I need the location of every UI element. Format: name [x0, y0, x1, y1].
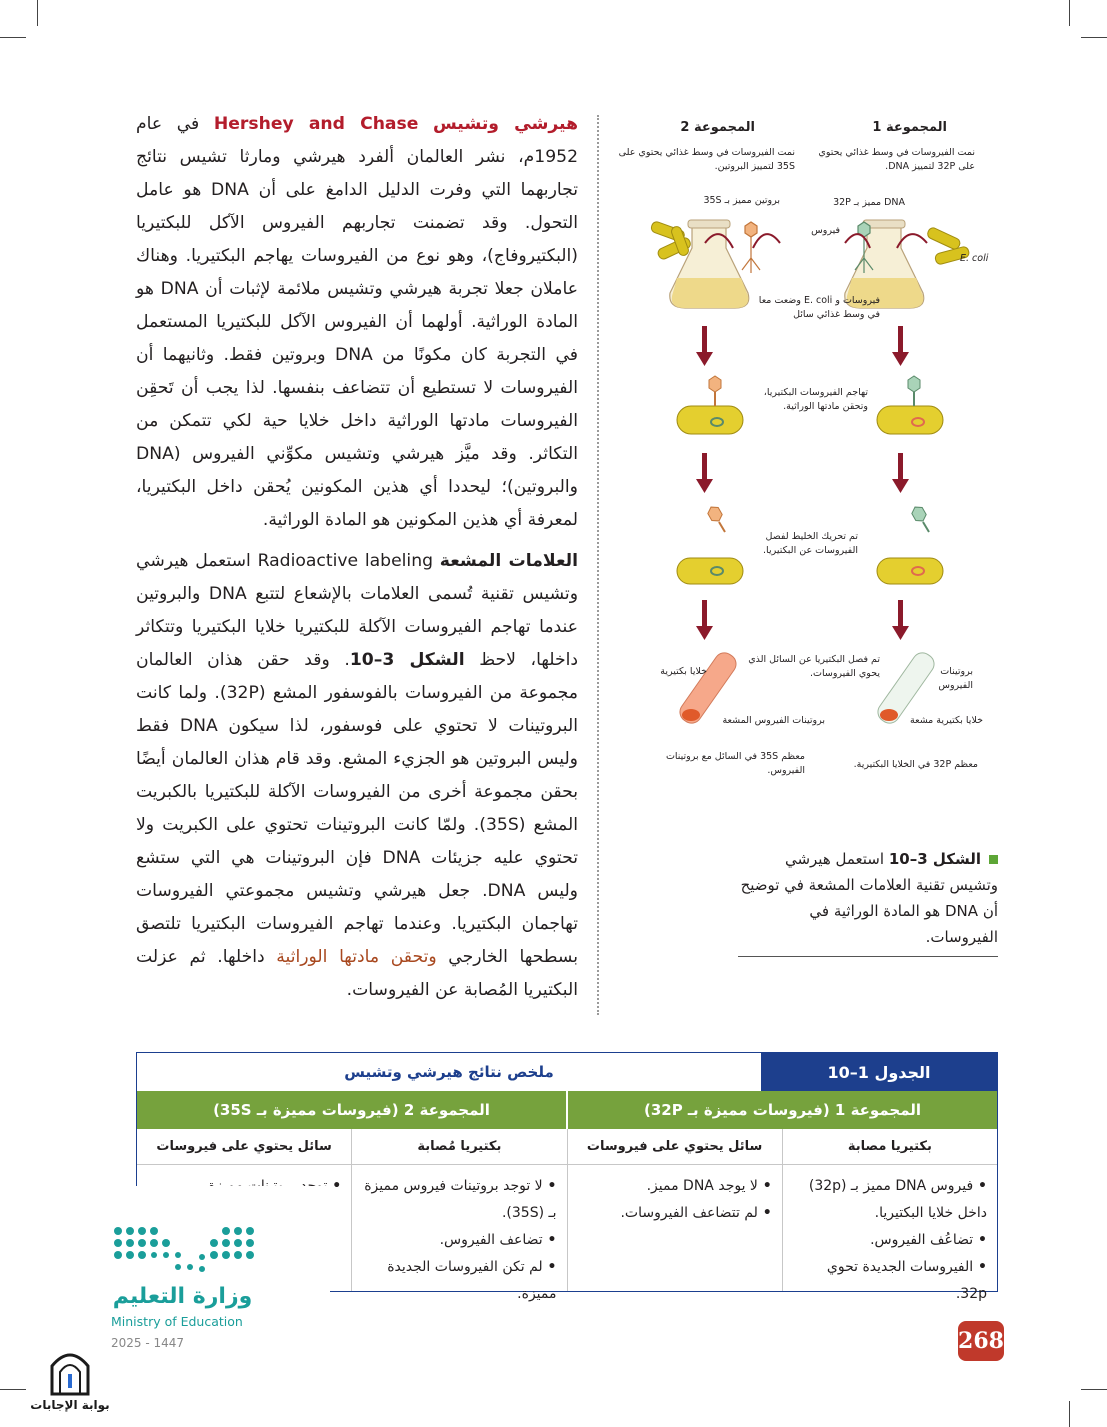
caption-figure-number: الشكل 3–10 [888, 850, 981, 868]
table-title-row [137, 1053, 997, 1091]
g1-infected-cell [782, 1165, 997, 1302]
g2-infected-cell [351, 1165, 566, 1302]
subheader: سائل يحتوي على فيروسات [567, 1129, 782, 1164]
crop-mark [1081, 37, 1107, 38]
bacterium-group2-icon [677, 558, 743, 584]
protein-label: بروتين مميز بـ 35S [703, 195, 780, 206]
infected-bacterium-group2-icon [677, 376, 743, 434]
caption-bullet-icon [989, 855, 998, 864]
section-title-tail: في عام 1952م، [136, 114, 579, 167]
infected-bacterium-group1-icon [877, 376, 943, 434]
list-item: • تضاعُف الفيروس. [793, 1227, 987, 1254]
list-item: • لا توجد بروتينات فيروس مميزة بـ (35S). [362, 1173, 556, 1227]
group2-title: المجموعة 2 [680, 120, 755, 135]
caption-text: استعمل هيرشي وتشيس تقنية العلامات المشعة في توضيح أن DNA هو المادة الوراثية في الفيروسات. [740, 850, 998, 946]
figure-reference: الشكل 3–10 [349, 650, 465, 670]
dna-label: DNA مميز بـ 32P [833, 197, 905, 208]
term-title-en: Radioactive labeling [257, 551, 440, 571]
attack-label: تهاجم الفيروسات البكتيريا، وتحقن مادتها الوراثية. [763, 387, 868, 412]
table-tag: الجدول 1–10 [761, 1053, 997, 1091]
crop-mark [1081, 1389, 1107, 1390]
paragraph-text: استعمل هيرشي وتشيس تقنية تُسمى العلامات بالإشعاع لتتبع DNA والبروتين عندما تهاجم الفيروسات الآكلة للبكتيريا خلايا البكتيريا وتتكاثر داخلها، لاحظ [136, 551, 579, 670]
detached-virus-group2-icon [706, 504, 725, 532]
ministry-logo [90, 1186, 330, 1361]
paragraph-hershey-chase [136, 108, 578, 537]
subheader: سائل يحتوي على فيروسات [156, 1139, 332, 1154]
list-item: • لم تكن الفيروسات الجديدة مميزة. [362, 1254, 556, 1308]
ecoli-label: E. coli [960, 253, 989, 264]
crop-mark [1069, 0, 1070, 26]
list-item: • لا يوجد DNA مميز. [578, 1173, 772, 1200]
subheader: بكتيريا مُصابة [351, 1129, 566, 1164]
column-divider [597, 115, 599, 1015]
experiment-figure [605, 108, 1005, 798]
site-watermark [28, 1348, 112, 1418]
result-group1: معظم 32P في الخلايا البكتيرية. [853, 759, 978, 770]
group1-description: نمت الفيروسات في وسط غذائي يحتوي على 32P لتمييز DNA. [818, 147, 975, 172]
radioactive-bacteria-label: خلايا بكتيرية مشعة [910, 715, 983, 726]
crop-mark [37, 0, 38, 26]
logo-dots-icon [110, 1221, 270, 1281]
virus-label: فيروس [811, 225, 840, 236]
figure-caption [738, 846, 998, 957]
crop-mark [1069, 1401, 1070, 1427]
list-item: • الفيروسات الجديدة تحوي 32p. [793, 1254, 987, 1308]
separate-label: تم فصل البكتيريا عن السائل الذي يحوي الفيروسات. [748, 654, 880, 679]
paragraph-text: . وقد حقن هذان العالمان مجموعة من الفيروسات بالفوسفور المشع (32P). ولما كانت البروتينات لا تحتوي على فوسفور، لذا سيكون DNA فقط وليس البروتين هو الجزيء المشع. وقد قام هذان العالمان أيضًا بحقن مجموعة أخرى من الفيروسات الآكلة للبكتيريا بالكبريت المشع (35S). ولمّا كانت البروتينات تحتوي على الكبريت ولا تحتوي عليه جزيئات DNA فإن البروتينات هي التي ستشع وليس DNA. جعل هيرشي وتشيس مجموعتي الفيروسات تهاجمان البكتيريا. وعندما تهاجم الفيروسات البكتيريا تلتصق بسطحها الخارجي [136, 650, 578, 967]
paragraph-text: داخلها. ثم عزلت البكتيريا المُصابة عن الفيروسات. [136, 947, 578, 1000]
table-subheader-row [137, 1129, 997, 1165]
bacterium-group1-icon [877, 558, 943, 584]
logo-name-en: Ministry of Education [111, 1314, 243, 1329]
g1-liquid-cell [567, 1165, 782, 1291]
group1-header: المجموعة 1 (فيروسات مميزة بـ 32P) [566, 1091, 997, 1129]
logo-name-ar: وزارة التعليم [112, 1284, 253, 1309]
term-title-ar: العلامات المشعة [439, 551, 578, 571]
list-item: • لم تتضاعف الفيروسات. [578, 1200, 772, 1227]
radioactive-proteins-label: بروتينات الفيروس المشعة [722, 715, 825, 726]
blend-label: تم تحريك الخليط لفصل الفيروسات عن البكتيريا. [763, 531, 858, 556]
paragraph-text: نشر العالمان ألفرد هيرشي ومارثا تشيس نتائج تجاربهما التي وفرت الدليل الدامغ على أن DNA هو عامل التحول. وقد تضمنت تجاربهم الفيروس الآكل للبكتيريا (البكتيروفاج)، وهو نوع من الفيروسات يهاجم البكتيريا. وهناك عاملان جعلا تجربة هيرشي وتشيس ملائمة لإثبات أن DNA هو المادة الوراثية. أولهما أن الفيروس الآكل للبكتيريا المستعمل في التجربة كان مكونًا من DNA وبروتين فقط. وثانيهما أن الفيروسات لا تستطيع أن تتضاعف بنفسها. لذا يجب أن تَحقِن الفيروسات مادتها الوراثية داخل خلايا حية لكي تتمكن من التكاثر. وقد ميَّز هيرشي وتشيس مكوِّني الفيروس (DNA والبروتين)؛ ليحددا أي هذين المكونين يُحقن داخل البكتيريا، لمعرفة أي هذين المكونين هو المادة الوراثية. [136, 147, 578, 530]
section-title-ar: هيرشي وتشيس [433, 114, 578, 134]
watermark-text: بوابة الإجابات [30, 1398, 110, 1412]
crop-mark [0, 37, 26, 38]
result-group2: معظم 35S في السائل مع بروتينات الفيروس. [665, 751, 805, 776]
experiment-illustration [605, 108, 1005, 798]
table-group-row [137, 1091, 997, 1129]
paragraph-radioactive-labeling [136, 545, 578, 1007]
group1-title: المجموعة 1 [872, 120, 947, 135]
virus-protein-labeled-icon [742, 222, 760, 273]
list-item: • تضاعف الفيروس. [362, 1227, 556, 1254]
group2-header: المجموعة 2 (فيروسات مميزة بـ 35S) [213, 1101, 490, 1119]
detached-virus-group1-icon [910, 504, 929, 532]
process-arrow-icon [696, 326, 909, 640]
crop-mark [0, 1389, 26, 1390]
virus-proteins-label: بروتينات الفيروس [938, 666, 973, 691]
page-number: 268 [958, 1321, 1004, 1361]
section-title-en: Hershey and Chase [213, 114, 419, 134]
subheader: بكتيريا مصابة [782, 1129, 997, 1164]
bacteria-cells-label: خلايا بكتيرية [660, 666, 707, 677]
mosque-gate-icon [48, 1348, 92, 1396]
logo-year: 2025 - 1447 [111, 1336, 185, 1350]
body-text-column [136, 108, 578, 1007]
list-item: • فيروس DNA مميز بـ (32p) داخل خلايا البكتيريا. [793, 1173, 987, 1227]
table-summary-title: ملخص نتائج هيرشي وتشيس [344, 1063, 554, 1081]
group2-description: نمت الفيروسات في وسط غذائي يحتوي على 35S لتمييز البروتين. [618, 147, 795, 172]
mix-label: فيروسات و E. coli وضعت معا في وسط غذائي سائل [758, 295, 880, 320]
highlighted-phrase: وتحقن مادتها الوراثية [276, 947, 437, 967]
